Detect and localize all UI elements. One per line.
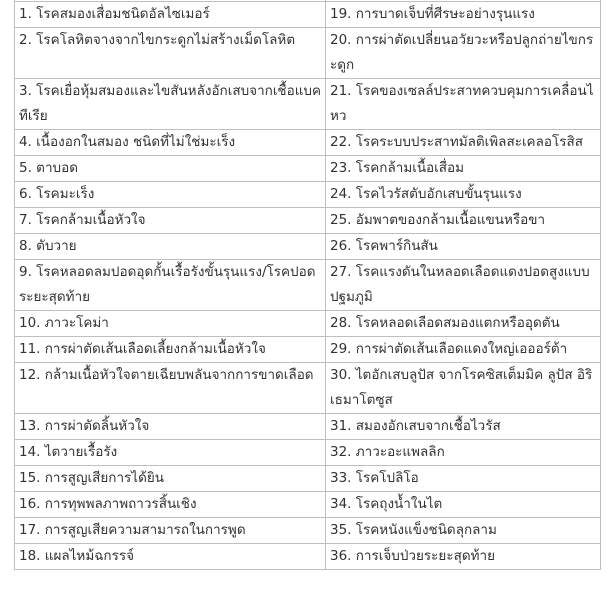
table-row bbox=[15, 440, 601, 466]
table-cell: 8. ตับวาย bbox=[15, 234, 326, 260]
table-cell: 22. โรคระบบประสาทมัลติเพิลสะเคลอโรสิส bbox=[326, 130, 601, 156]
table-cell: 19. การบาดเจ็บที่ศีรษะอย่างรุนแรง bbox=[326, 2, 601, 28]
table-row bbox=[15, 156, 601, 182]
table-row bbox=[15, 311, 601, 337]
table-cell: 25. อัมพาตของกล้ามเนื้อแขนหรือขา bbox=[326, 208, 601, 234]
table-cell: 9. โรคหลอดลมปอดอุดกั้นเรื้อรังขั้นรุนแรง/โรคปอดระยะสุดท้าย bbox=[15, 260, 326, 311]
table-cell: 10. ภาวะโคม่า bbox=[15, 311, 326, 337]
table-cell: 1. โรคสมองเสื่อมชนิดอัลไซเมอร์ bbox=[15, 2, 326, 28]
table-cell: 27. โรคแรงดันในหลอดเลือดแดงปอดสูงแบบปฐมภูมิ bbox=[326, 260, 601, 311]
table-cell: 32. ภาวะอะแพลลิก bbox=[326, 440, 601, 466]
table-row bbox=[15, 337, 601, 363]
table-cell: 34. โรคถุงน้ำในไต bbox=[326, 492, 601, 518]
table-cell: 20. การผ่าตัดเปลี่ยนอวัยวะหรือปลูกถ่ายไขกระดูก bbox=[326, 28, 601, 79]
table-row bbox=[15, 130, 601, 156]
table-cell: 36. การเจ็บป่วยระยะสุดท้าย bbox=[326, 544, 601, 570]
table-cell: 31. สมองอักเสบจากเชื้อไวรัส bbox=[326, 414, 601, 440]
table-cell: 16. การทุพพลภาพถาวรสิ้นเชิง bbox=[15, 492, 326, 518]
table-row bbox=[15, 363, 601, 414]
table-row bbox=[15, 2, 601, 28]
table-cell: 12. กล้ามเนื้อหัวใจตายเฉียบพลันจากการขาดเลือด bbox=[15, 363, 326, 414]
table-cell: 15. การสูญเสียการได้ยิน bbox=[15, 466, 326, 492]
table-cell: 35. โรคหนังแข็งชนิดลุกลาม bbox=[326, 518, 601, 544]
table-row bbox=[15, 208, 601, 234]
table-cell: 28. โรคหลอดเลือดสมองแตกหรืออุดตัน bbox=[326, 311, 601, 337]
table-cell: 11. การผ่าตัดเส้นเลือดเลี้ยงกล้ามเนื้อหัวใจ bbox=[15, 337, 326, 363]
table-cell: 29. การผ่าตัดเส้นเลือดแดงใหญ่เอออร์ต้า bbox=[326, 337, 601, 363]
table-cell: 7. โรคกล้ามเนื้อหัวใจ bbox=[15, 208, 326, 234]
table-cell: 24. โรคไวรัสตับอักเสบขั้นรุนแรง bbox=[326, 182, 601, 208]
table-row bbox=[15, 260, 601, 311]
table-cell: 33. โรคโปลิโอ bbox=[326, 466, 601, 492]
table-cell: 21. โรคของเซลล์ประสาทควบคุมการเคลื่อนไหว bbox=[326, 79, 601, 130]
disease-table bbox=[14, 0, 601, 570]
table-cell: 23. โรคกล้ามเนื้อเสื่อม bbox=[326, 156, 601, 182]
table-cell: 3. โรคเยื่อหุ้มสมองและไขสันหลังอักเสบจากเชื้อแบคทีเรีย bbox=[15, 79, 326, 130]
table-cell: 5. ตาบอด bbox=[15, 156, 326, 182]
table-cell: 26. โรคพาร์กินสัน bbox=[326, 234, 601, 260]
table-row bbox=[15, 414, 601, 440]
table-row bbox=[15, 182, 601, 208]
disease-table-container bbox=[14, 0, 600, 570]
table-cell: 2. โรคโลหิตจางจากไขกระดูกไม่สร้างเม็ดโลหิต bbox=[15, 28, 326, 79]
table-row bbox=[15, 28, 601, 79]
table-row bbox=[15, 544, 601, 570]
table-row bbox=[15, 79, 601, 130]
table-cell: 4. เนื้องอกในสมอง ชนิดที่ไม่ใช่มะเร็ง bbox=[15, 130, 326, 156]
table-cell: 6. โรคมะเร็ง bbox=[15, 182, 326, 208]
table-cell: 14. ไตวายเรื้อรัง bbox=[15, 440, 326, 466]
table-cell: 13. การผ่าตัดลิ้นหัวใจ bbox=[15, 414, 326, 440]
table-row bbox=[15, 518, 601, 544]
table-cell: 30. ไตอักเสบลูปัส จากโรคซิสเต็มมิค ลูปัส อิริเธมาโตซูส bbox=[326, 363, 601, 414]
table-row bbox=[15, 492, 601, 518]
table-cell: 18. แผลไหม้ฉกรรจ์ bbox=[15, 544, 326, 570]
table-cell: 17. การสูญเสียความสามารถในการพูด bbox=[15, 518, 326, 544]
table-row bbox=[15, 466, 601, 492]
table-row bbox=[15, 234, 601, 260]
